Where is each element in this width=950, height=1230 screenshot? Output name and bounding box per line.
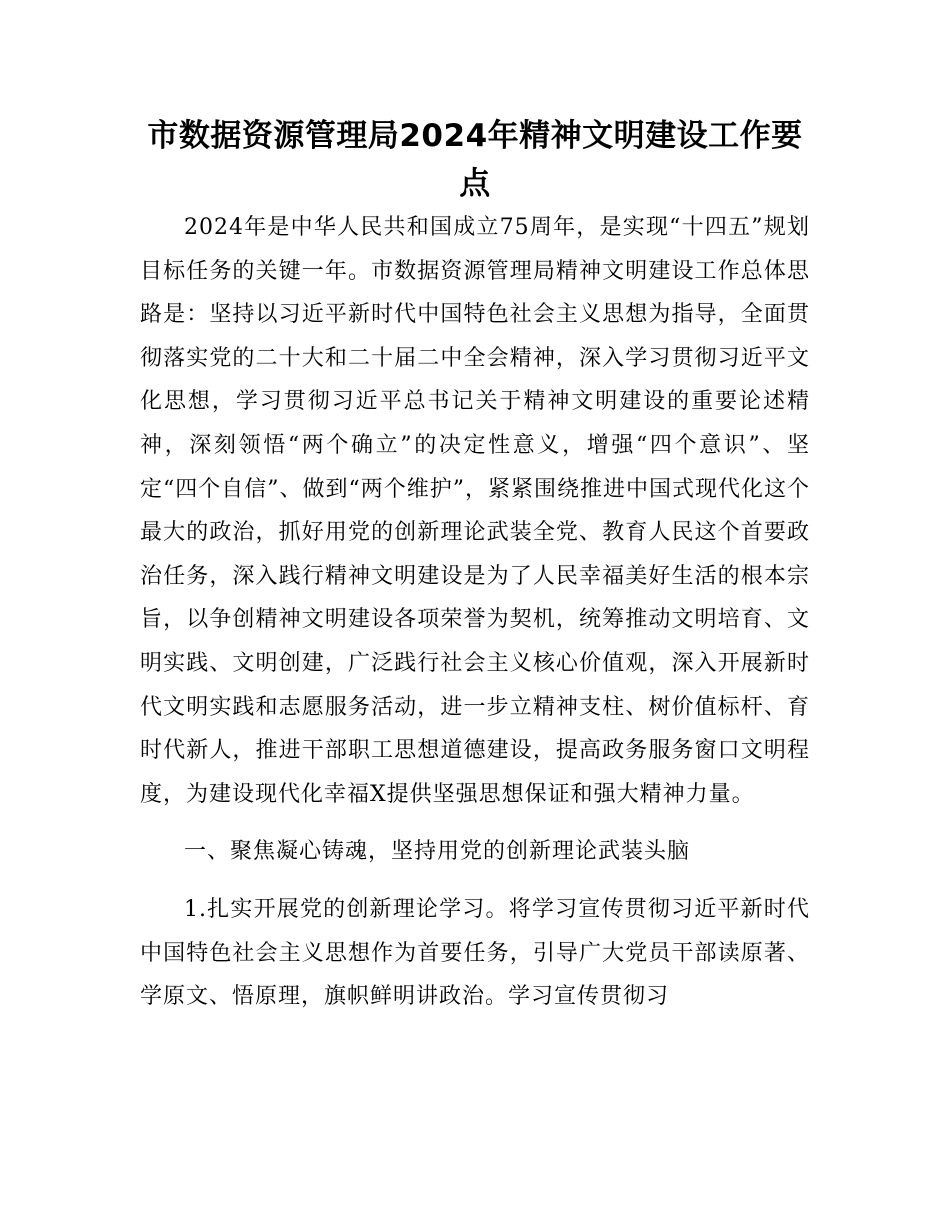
document-title: 市数据资源管理局2024年精神文明建设工作要点 [147, 118, 803, 202]
section-item-paragraph: 1.扎实开展党的创新理论学习。将学习宣传贯彻习近平新时代中国特色社会主义思想作为首要任务，引导广大党员干部读原著、学原文、悟原理，旗帜鲜明讲政治。学习宣传贯彻习 [140, 896, 810, 1010]
document-body [140, 206, 810, 1019]
section-heading: 一、聚焦凝心铸魂，坚持用党的创新理论武装头脑 [184, 839, 691, 865]
intro-paragraph: 2024年是中华人民共和国成立75周年，是实现“十四五”规划目标任务的关键一年。市数据资源管理局精神文明建设工作总体思路是：坚持以习近平新时代中国特色社会主义思想为指导，全面贯彻落实党的二十大和二十届二中全会精神，深入学习贯彻习近平文化思想，学习贯彻习近平总书记关于精神文明建设的重要论述精神，深刻领悟“两个确立”的决定性意义，增强“四个意识”、坚定“四个自信”、做到“两个维护”，紧紧围绕推进中国式现代化这个最大的政治，抓好用党的创新理论武装全党、教育人民这个首要政治任务，深入践行精神文明建设是为了人民幸福美好生活的根本宗旨，以争创精神文明建设各项荣誉为契机，统筹推动文明培育、文明实践、文明创建，广泛践行社会主义核心价值观，深入开展新时代文明实践和志愿服务活动，进一步立精神支柱、树价值标杆、育时代新人，推进干部职工思想道德建设，提高政务服务窗口文明程度，为建设现代化幸福X提供坚强思想保证和强大精神力量。 [140, 215, 810, 807]
